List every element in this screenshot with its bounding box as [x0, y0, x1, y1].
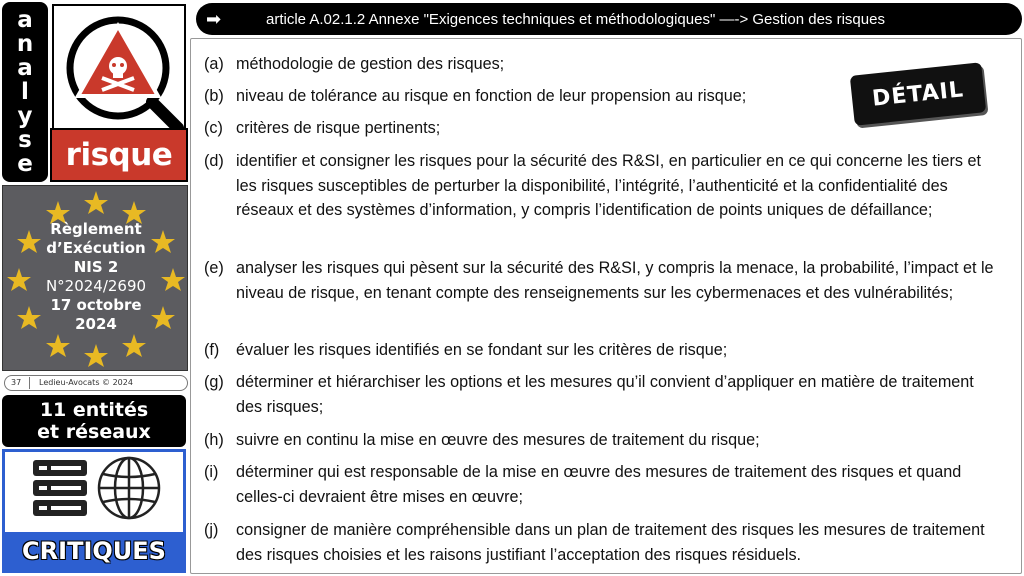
vertical-letter: a	[17, 54, 33, 81]
vertical-letter: a	[17, 6, 33, 33]
list-item	[204, 338, 996, 363]
critical-infrastructure-panel	[2, 449, 186, 573]
item-text: analyser les risques qui pèsent sur la sécurité des R&SI, y compris la menace, la probabilité, l’impact et le niveau de risque, en tenant compte des renseignements sur les cybermenaces et des vulnérabilités;	[236, 259, 994, 302]
item-text: déterminer et hiérarchiser les options et les mesures qu’il convient d’appliquer en matière de traitement des risques;	[236, 373, 974, 416]
item-key: (c)	[204, 119, 223, 137]
regulation-line: N°2024/2690	[45, 277, 147, 295]
server-globe-icon	[5, 452, 183, 536]
page-number: 37	[11, 378, 22, 387]
copyright: Ledieu-Avocats © 2024	[39, 378, 133, 387]
list-item	[204, 370, 996, 419]
regulation-line: d’Exécution	[46, 239, 146, 257]
item-key: (j)	[204, 521, 219, 539]
item-key: (g)	[204, 373, 224, 391]
item-text: critères de risque pertinents;	[236, 119, 441, 137]
slide-footer	[4, 375, 188, 391]
regulation-line: Règlement	[50, 220, 142, 238]
globe-icon	[99, 458, 159, 518]
item-text: évaluer les risques identifiés en se fondant sur les critères de risque;	[236, 341, 728, 359]
item-key: (a)	[204, 55, 224, 73]
item-key: (d)	[204, 152, 224, 170]
list-item	[204, 256, 996, 305]
item-text: niveau de tolérance au risque en fonction de leur propension au risque;	[236, 87, 747, 105]
regulation-line: 2024	[75, 315, 117, 333]
item-text: méthodologie de gestion des risques;	[236, 55, 505, 73]
item-key: (h)	[204, 431, 224, 449]
item-key: (e)	[204, 259, 224, 277]
item-text: identifier et consigner les risques pour la sécurité des R&SI, en particulier en ce qui concerne les tiers et les risques susceptibles de perturber la disponibilité, l’intégrité, l’authenticité et la confidentialité des réseaux et des systèmes d’information, y compris l’identification de points uniques de défaillance;	[236, 152, 982, 219]
vertical-letter: s	[18, 126, 32, 153]
entities-line: et réseaux	[37, 421, 151, 443]
vertical-letter: e	[17, 150, 33, 177]
title-bar	[196, 3, 1022, 35]
detail-badge: DÉTAIL	[850, 62, 987, 126]
item-text: déterminer qui est responsable de la mise en œuvre des mesures de traitement des risques et quand celles-ci devraient être mises en œuvre;	[236, 463, 962, 506]
list-item	[204, 518, 996, 567]
item-key: (i)	[204, 463, 219, 481]
list-item	[204, 84, 996, 109]
entities-box	[2, 395, 186, 447]
server-icon	[33, 460, 87, 516]
item-key: (f)	[204, 341, 220, 359]
list-item	[204, 52, 996, 77]
regulation-text	[3, 220, 188, 334]
list-item	[204, 460, 996, 509]
entities-line: 11 entités	[39, 399, 149, 421]
list-item	[204, 116, 996, 141]
page-title: article A.02.1.2 Annexe "Exigences techniques et méthodologiques" —-> Gestion des risques	[266, 10, 885, 28]
regulation-line: 17 octobre	[50, 296, 142, 314]
item-text: suivre en continu la mise en œuvre des mesures de traitement du risque;	[236, 431, 760, 449]
footer-divider	[29, 377, 30, 389]
item-text: consigner de manière compréhensible dans un plan de traitement des risques les mesures de traitement des risques choisies et les raisons justifiant l’acceptation des risques résiduels.	[236, 521, 985, 564]
vertical-letter: l	[21, 78, 29, 105]
risk-label: risque	[50, 128, 188, 182]
list-item	[204, 428, 996, 453]
vertical-letter: n	[16, 30, 34, 57]
critical-label: CRITIQUES	[5, 532, 183, 570]
vertical-word-strip	[2, 2, 48, 182]
eu-regulation-panel	[2, 185, 188, 371]
list-item	[204, 149, 996, 223]
item-key: (b)	[204, 87, 224, 105]
regulation-line: NIS 2	[73, 258, 119, 276]
arrow-icon: ➡	[206, 8, 222, 29]
vertical-letter: y	[17, 102, 33, 129]
